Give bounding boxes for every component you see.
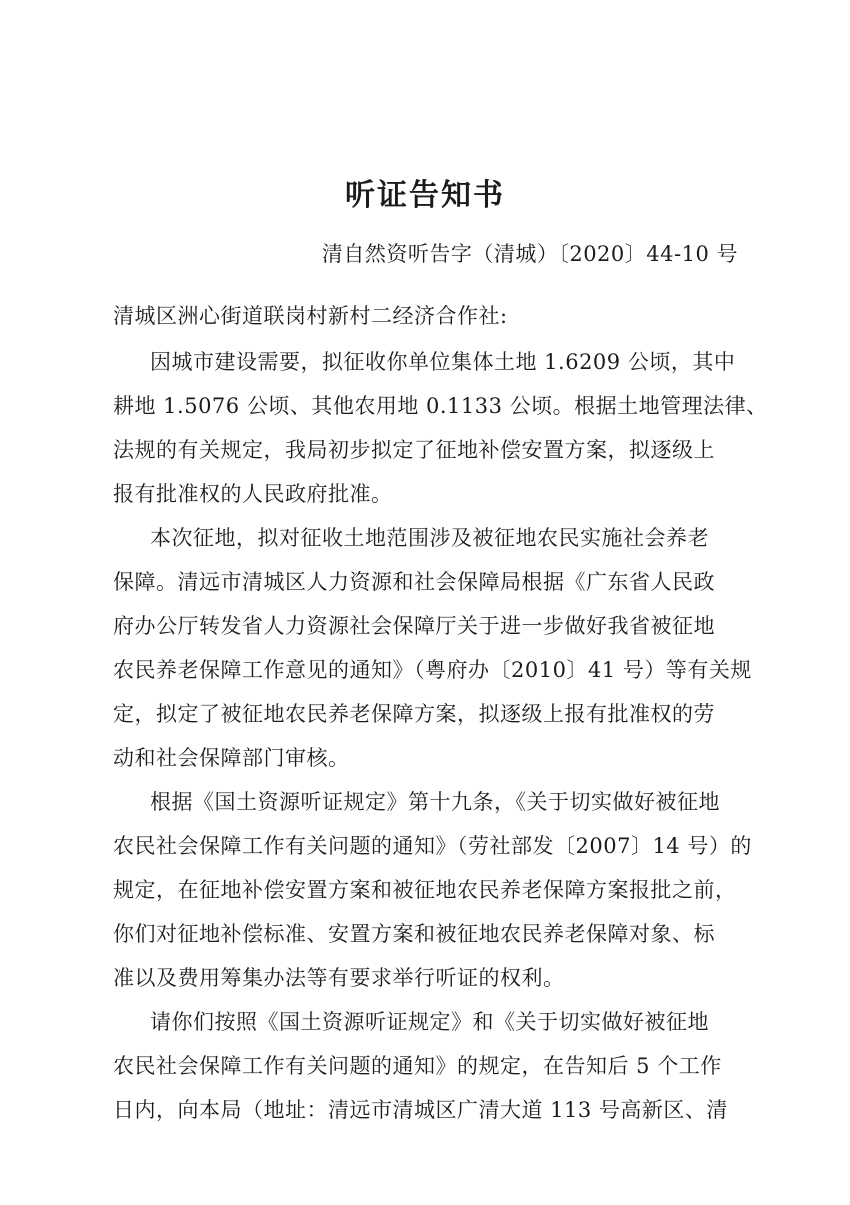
paragraph-4-line-2: 农民社会保障工作有关问题的通知》的规定，在告知后 5 个工作 [113,1054,722,1078]
paragraph-4-line-1: 请你们按照《国土资源听证规定》和《关于切实做好被征地 [150,1010,709,1034]
paragraph-3-line-4: 你们对征地补偿标准、安置方案和被征地农民养老保障对象、标 [113,922,715,946]
paragraph-1-line-2: 耕地 1.5076 公顷、其他农用地 0.1133 公顷。根据土地管理法律、 [113,394,768,418]
paragraph-3-line-3: 规定，在征地补偿安置方案和被征地农民养老保障方案报批之前， [113,878,737,902]
document-title: 听证告知书 [345,178,505,213]
paragraph-2-line-3: 府办公厅转发省人力资源社会保障厅关于进一步做好我省被征地 [113,614,715,638]
paragraph-3-line-2: 农民社会保障工作有关问题的通知》（劳社部发〔2007〕14 号）的 [113,834,752,858]
paragraph-3-line-1: 根据《国土资源听证规定》第十九条，《关于切实做好被征地 [150,790,720,814]
salutation: 清城区洲心街道联岗村新村二经济合作社: [113,304,508,328]
paragraph-4-line-3: 日内，向本局（地址：清远市清城区广清大道 113 号高新区、清 [113,1098,728,1122]
paragraph-2-line-1: 本次征地，拟对征收土地范围涉及被征地农民实施社会养老 [150,526,709,550]
paragraph-1-line-4: 报有批准权的人民政府批准。 [113,482,393,506]
paragraph-3-line-5: 准以及费用筹集办法等有要求举行听证的权利。 [113,966,565,990]
paragraph-1-line-1: 因城市建设需要，拟征收你单位集体土地 1.6209 公顷，其中 [150,350,736,374]
paragraph-2-line-4: 农民养老保障工作意见的通知》（粤府办〔2010〕41 号）等有关规 [113,658,752,682]
document-number: 清自然资听告字（清城）〔2020〕44-10 号 [321,242,738,266]
paragraph-1-line-3: 法规的有关规定，我局初步拟定了征地补偿安置方案，拟逐级上 [113,438,715,462]
paragraph-2-line-5: 定，拟定了被征地农民养老保障方案，拟逐级上报有批准权的劳 [113,702,715,726]
paragraph-2-line-2: 保障。清远市清城区人力资源和社会保障局根据《广东省人民政 [113,570,715,594]
paragraph-2-line-6: 动和社会保障部门审核。 [113,746,350,770]
